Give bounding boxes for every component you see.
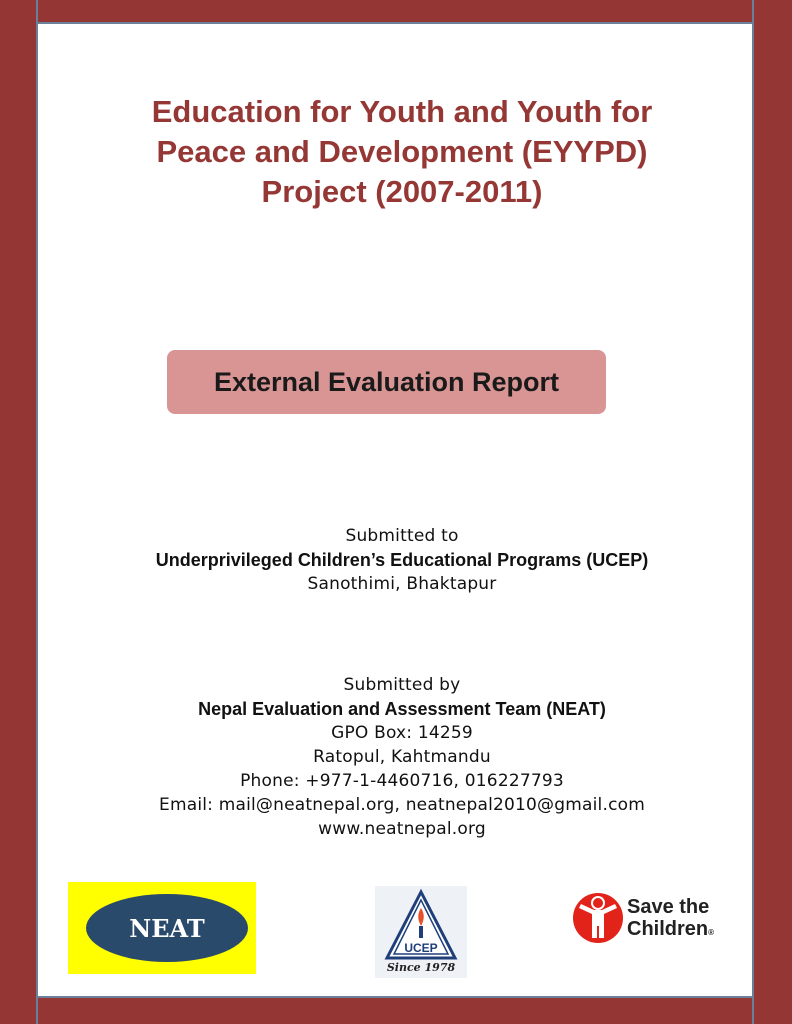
author-website: www.neatnepal.org [318, 819, 486, 839]
ucep-logo-text: UCEP [404, 941, 438, 955]
document-title [60, 92, 744, 212]
ucep-logo [375, 886, 467, 978]
author-address: Ratopul, Kahtmandu [313, 747, 491, 767]
author-email: Email: mail@neatnepal.org, neatnepal2010@gmail.com [159, 795, 645, 815]
author-organization: Nepal Evaluation and Assessment Team (NEAT) [198, 699, 606, 719]
title-line: Peace and Development (EYYPD) [156, 134, 648, 169]
save-the-children-wordmark [627, 896, 714, 944]
recipient-organization: Underprivileged Children’s Educational Programs (UCEP) [155, 550, 649, 570]
author-po-box: GPO Box: 14259 [331, 723, 473, 743]
title-line: Education for Youth and Youth for [151, 94, 653, 129]
report-type-label: External Evaluation Report [213, 366, 560, 397]
stc-line1: Save the [627, 896, 710, 918]
submitted-by-block [60, 673, 744, 841]
author-phone: Phone: +977-1-4460716, 016227793 [240, 771, 564, 791]
ucep-since: Since 1978 [386, 961, 456, 974]
page-border-bottom [0, 996, 792, 1024]
save-the-children-logo [570, 886, 730, 948]
submitted-by-label: Submitted by [343, 675, 461, 695]
stc-line2: Children [627, 918, 709, 940]
recipient-address: Sanothimi, Bhaktapur [307, 574, 497, 594]
submitted-to-label: Submitted to [345, 526, 459, 546]
page-border-left [0, 0, 38, 1024]
report-type-banner [167, 350, 606, 414]
neat-logo-text: NEAT [129, 913, 205, 943]
submitted-to-block [60, 524, 744, 596]
page-border-top [0, 0, 792, 24]
page-border-right [752, 0, 792, 1024]
neat-logo-oval [86, 894, 248, 962]
child-figure-icon [570, 886, 626, 948]
neat-logo [68, 882, 256, 974]
stc-registered-mark: ® [708, 928, 715, 937]
title-line: Project (2007-2011) [261, 174, 543, 209]
